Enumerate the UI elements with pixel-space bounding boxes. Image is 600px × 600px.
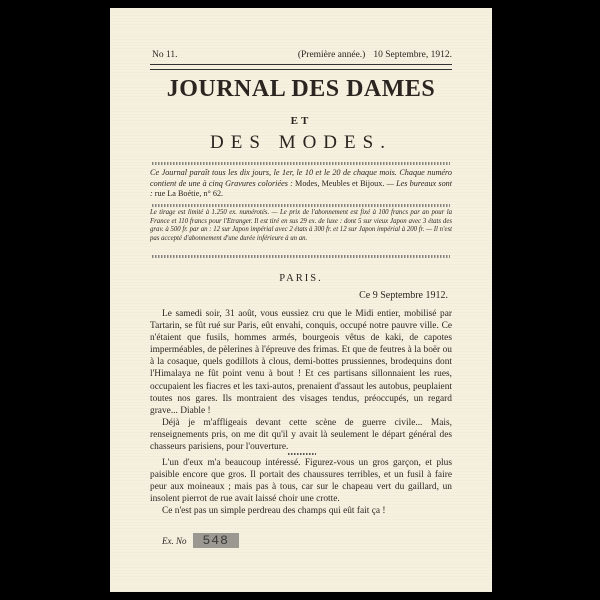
publication-text: Ce Journal paraît tous les dix jours, le 1er, le 10 et le 20 de chaque mois. Chaque numéro contient de une à cinq Gravures coloriées :	[150, 168, 452, 188]
publication-categories: Modes, Meubles et Bijoux.	[295, 178, 385, 188]
wavy-divider	[152, 255, 450, 258]
title-line-1: JOURNAL DES DAMES	[166, 76, 436, 102]
title-line-2: DES MODES.	[210, 132, 392, 153]
copy-number-stamp: 548	[193, 533, 239, 548]
article-heading: PARIS.	[279, 273, 323, 284]
journal-page	[110, 8, 492, 592]
publication-info	[150, 168, 452, 200]
issue-date: 10 Septembre, 1912.	[373, 50, 452, 60]
offices-address: rue La Boétie, n° 62.	[154, 189, 224, 198]
masthead-line	[152, 50, 452, 60]
double-rule-divider	[150, 64, 452, 70]
article-paragraph: Ce n'est pas un simple perdreau des champs qui eût fait ça !	[162, 506, 386, 517]
article-paragraph: Le samedi soir, 31 août, vous eussiez cru que le Midi entier, mobilisé par Tartarin, se fût rué sur Paris, eût envahi, conquis, occupé notre pauvre ville. Ce n'étaient que fusils, hommes armés, bourgeois vêtus de kaki, de capotes imperméables, de pèlerines à l'épreuve des frimas. Et que de feutres à la boër ou à la cosaque, quels godillots à clous, demi-bottes prussiennes, brodequins dont l'Himalaya ne fût point venu à bout ! Et ces partisans sillonnaient les rues, occupaient les fiacres et les taxi-autos, prenaient d'assaut les autobus, peuplaient toutes nos gares. Ils montraient des visages tendus, préoccupés, un regard grave... Diable !	[150, 309, 452, 416]
wavy-divider	[152, 162, 450, 165]
section-ornament	[288, 453, 316, 455]
copy-number-label: Ex. No	[162, 535, 187, 546]
pricing-info: Le tirage est limité à 1.250 ex. numérotés. — Le prix de l'abonnement est fixé à 100 francs par an pour la France et 110 francs pour l'Etranger. Il est tiré en sus 29 ex. de luxe : dont 5 sur vieux Japon avec 3 états des grav. à 500 fr. par an : 12 sur Japon impérial avec 2 états à 300 fr. et 12 sur Japon impérial à 200 fr. — Il n'est pas accepté d'abonnement d'une durée inférieure à un an.	[150, 209, 452, 242]
title-conjunction: ET	[290, 115, 312, 127]
article-paragraph: Déjà je m'affligeais devant cette scène de guerre civile... Mais, renseignements pris, on me dit qu'il y avait là seulement le départ général des chasseurs parisiens, pour l'ouverture.	[150, 417, 452, 453]
issue-number: No 11.	[152, 50, 178, 60]
copy-number-line	[162, 533, 239, 548]
wavy-divider	[152, 204, 450, 207]
article-dateline: Ce 9 Septembre 1912.	[359, 290, 448, 301]
article-paragraph: L'un d'eux m'a beaucoup intéressé. Figurez-vous un gros garçon, et plus paisible encore que gros. Il portait des chaussures terribles, et un fusil à faire peur aux moineaux ; mais pas à tous, car sur le chapeau vert du gaillard, un insolent pierrot de rue avait laissé choir une crotte.	[150, 458, 452, 505]
offices-label: — Les bureaux sont :	[150, 178, 453, 198]
year-label: (Première année.)	[297, 50, 366, 60]
article-body-part-1	[150, 308, 452, 453]
article-body-part-2	[150, 457, 452, 517]
